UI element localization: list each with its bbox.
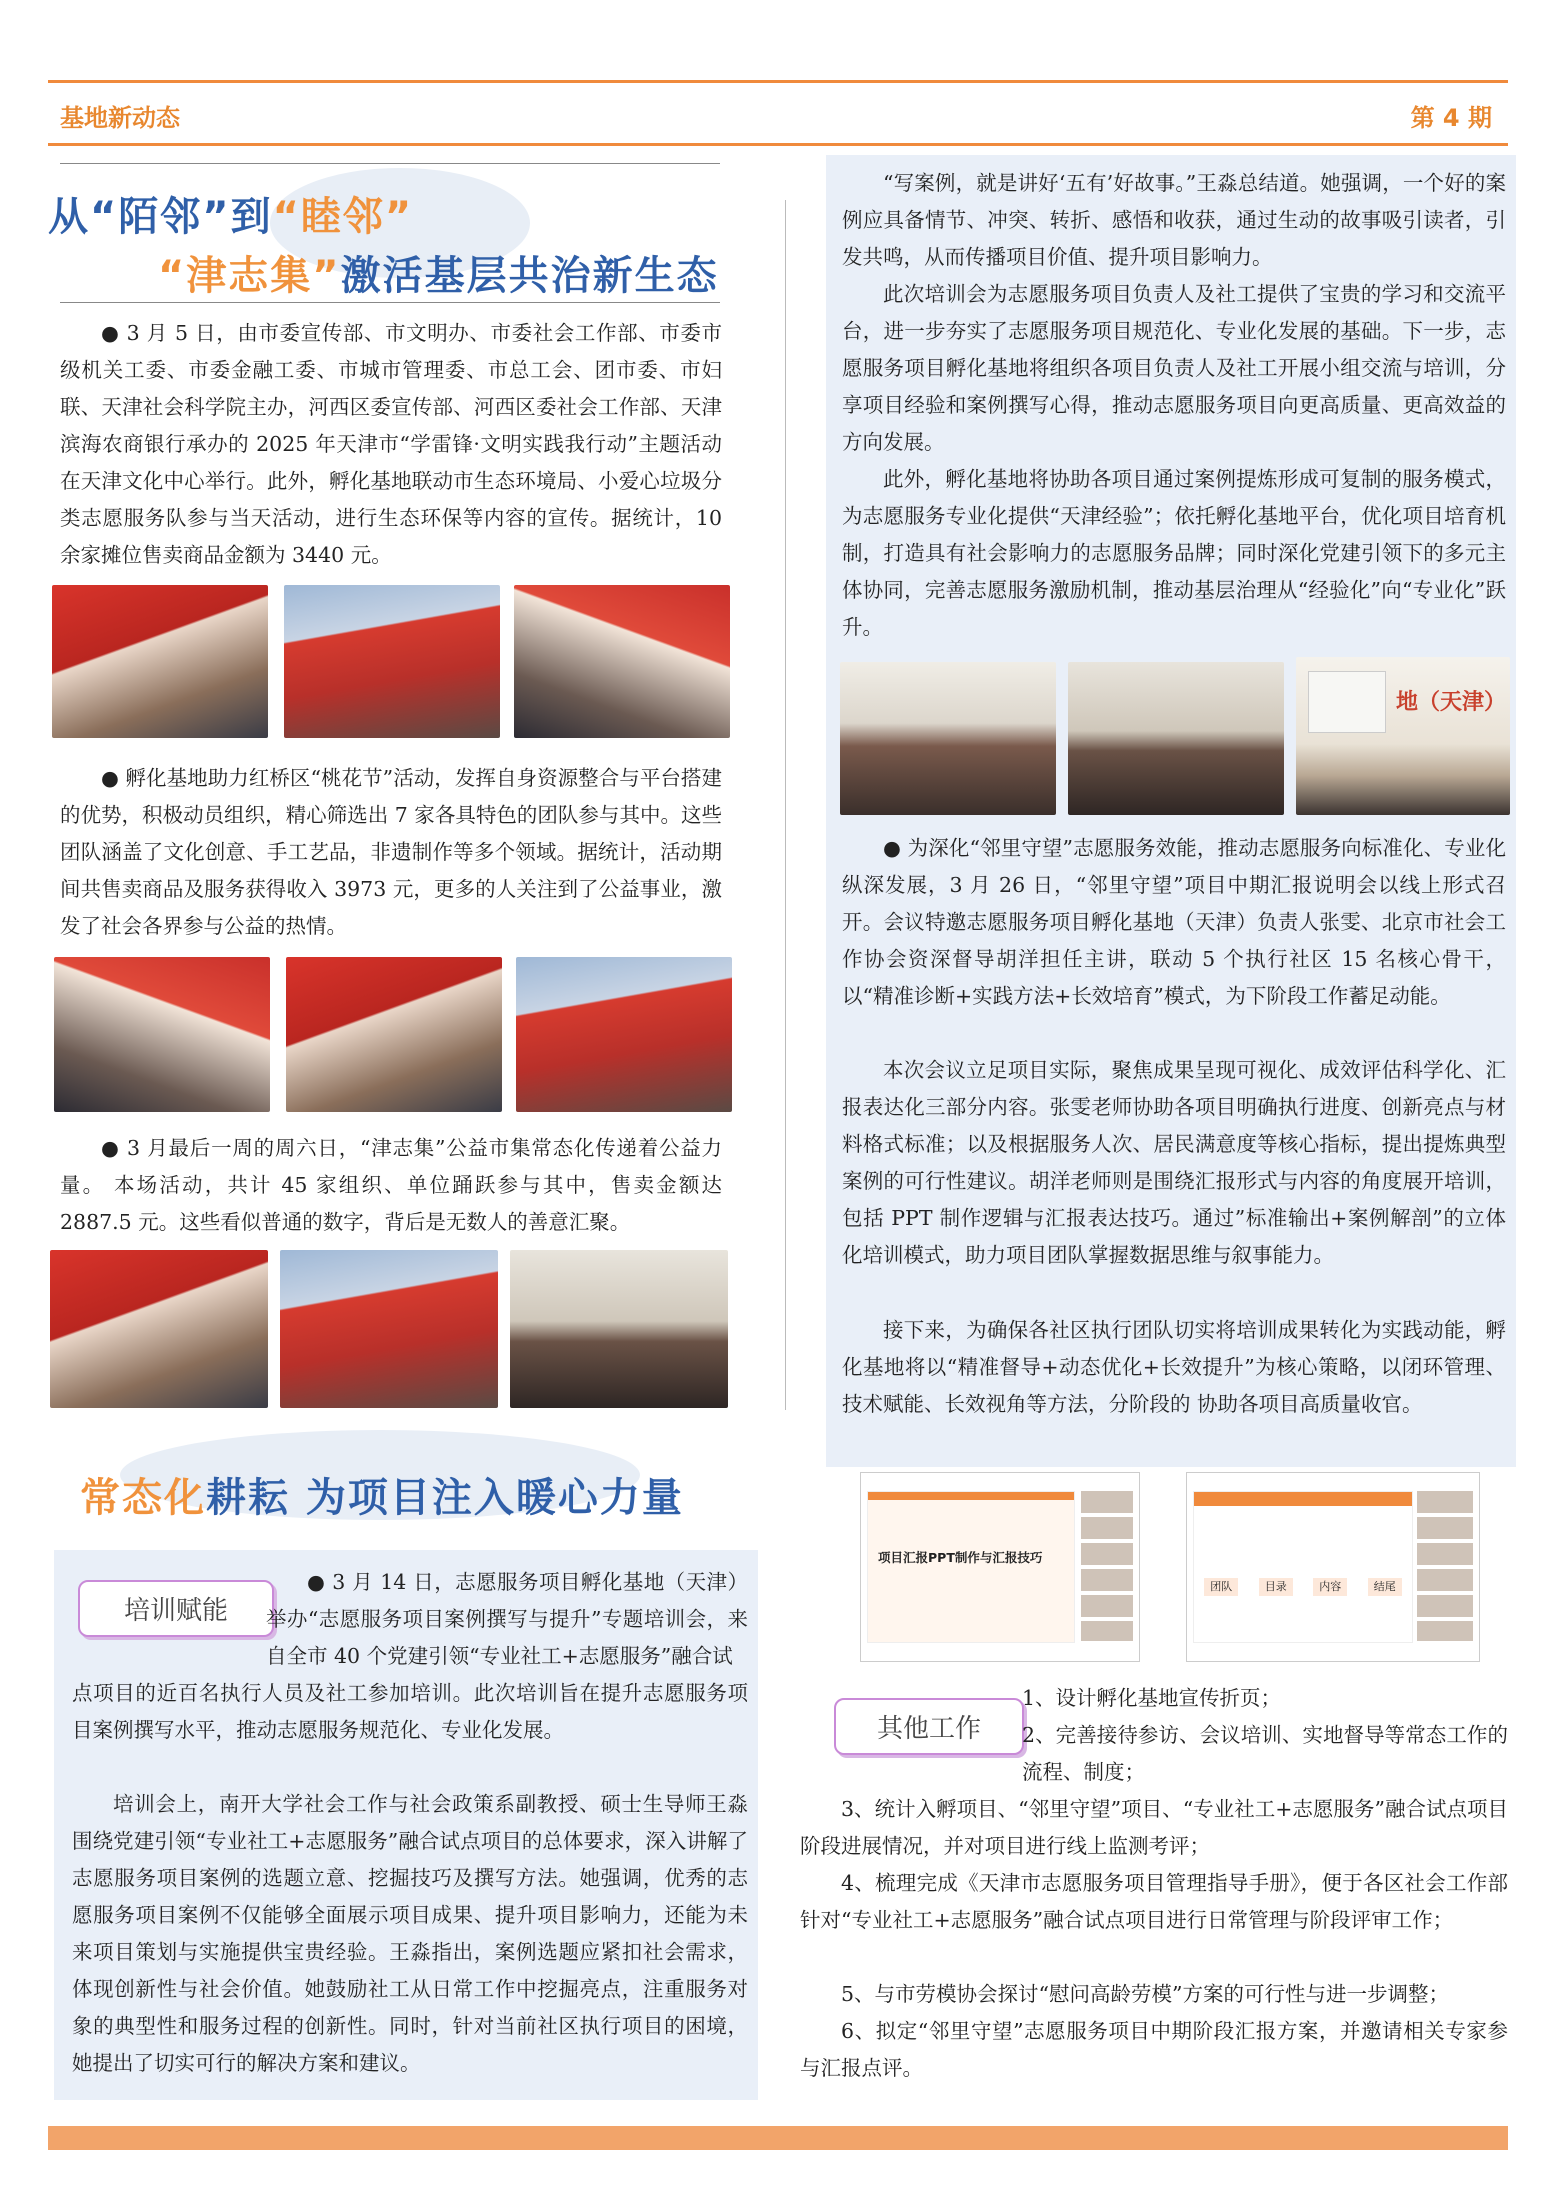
slide-title: 项目汇报PPT制作与汇报技巧 <box>878 1550 1043 1565</box>
projector-screen <box>1308 671 1386 733</box>
article2-paragraph1: ● 3 月 14 日，志愿服务项目孵化基地（天津）举办“志愿服务项目案例撰写与提升”专题培训会，来自全市 40 个党建引领“专业社工+志愿服务”融合试 <box>266 1570 748 1668</box>
festival-photo <box>516 957 732 1112</box>
slide <box>1193 1491 1413 1643</box>
slide-bar <box>868 1492 1074 1500</box>
title-text: 从“陌邻”到 <box>48 194 273 240</box>
slide-tab: 结尾 <box>1368 1578 1402 1596</box>
charity-market-photo <box>280 1250 498 1408</box>
article2-paragraph1-head <box>266 1564 748 1675</box>
right-paragraph2: 此次培训会为志愿服务项目负责人及社工提供了宝贵的学习和交流平台，进一步夯实了志愿服务项目规范化、专业化发展的基础。下一步，志愿服务项目孵化基地将组织各项目负责人及社工开展小组交流与培训，分享项目经验和案例撰写心得，推动志愿服务项目向更高质量、更高效益的方向发展。 <box>842 282 1506 454</box>
market-photo <box>514 585 730 738</box>
other-item-3: 3、统计入孵项目、“邻里守望”项目、“专业社工+志愿服务”融合试点项目阶段进展情况，并对项目进行线上监测考评； <box>800 1797 1508 1858</box>
header-bottom-rule <box>48 143 1508 146</box>
right-paragraph3: 此外，孵化基地将协助各项目通过案例提炼形成可复制的服务模式，为志愿服务专业化提供“天津经验”；依托孵化基地平台，优化项目培育机制，打造具有社会影响力的志愿服务品牌；同时深化党建引领下的多元主体协同，完善志愿服务激励机制，推动基层治理从“经验化”向“专业化”跃升。 <box>842 467 1506 639</box>
other-work-label: 其他工作 <box>834 1698 1024 1755</box>
other-item-1: 1、设计孵化基地宣传折页； <box>1022 1686 1282 1710</box>
charity-market-photo <box>510 1250 728 1408</box>
market-photo <box>284 585 500 738</box>
stage-banner: 地（天津） <box>1396 690 1507 715</box>
article2-paragraph2: 培训会上，南开大学社会工作与社会政策系副教授、硕士生导师王淼围绕党建引领“专业社工+志愿服务”融合试点项目的总体要求，深入讲解了志愿服务项目案例的选题立意、挖掘技巧及撰写方法。她强调，优秀的志愿服务项目案例不仅能够全面展示项目成果、提升项目影响力，还能为未来项目策划与实施提供宝贵经验。王淼指出，案例选题应紧扣社会需求，体现创新性与社会价值。她鼓励社工从日常工作中挖掘亮点，注重服务对象的典型性和服务过程的创新性。同时，针对当前社区执行项目的困境，她提出了切实可行的解决方案和建议。 <box>72 1792 748 2075</box>
slide-bar <box>1194 1492 1412 1506</box>
article1-paragraph2: ● 孵化基地助力红桥区“桃花节”活动，发挥自身资源整合与平台搭建的优势，积极动员组织，精心筛选出 7 家各具特色的团队参与其中。这些团队涵盖了文化创意、手工艺品，非遗制作等多个领域。据统计，活动期间共售卖商品及服务获得收入 3973 元，更多的人关注到了公益事业，激发了社会各界参与公益的热情。 <box>60 766 722 938</box>
article2-intro-wrap <box>266 1564 748 1675</box>
online-meeting-screenshot <box>1186 1472 1480 1662</box>
right-paragraph1: “写案例，就是讲好‘五有’好故事。”王淼总结道。她强调，一个好的案例应具备情节、冲突、转折、感悟和收获，通过生动的故事吸引读者，引发共鸣，从而传播项目价值、提升项目影响力。 <box>842 171 1506 269</box>
slide-tab: 团队 <box>1204 1578 1238 1596</box>
footer-bar <box>48 2126 1508 2150</box>
online-meeting-screenshot <box>860 1472 1140 1662</box>
participant-tiles <box>1081 1491 1133 1641</box>
article1-title-line1 <box>48 185 413 242</box>
issue-number: 第 4 期 <box>1410 104 1492 132</box>
training-photo <box>1068 662 1284 815</box>
title-rule-bottom <box>60 302 720 303</box>
title-text: 耕耘 为项目注入暖心力量 <box>206 1475 684 1521</box>
title-accent: 常态化 <box>80 1475 206 1521</box>
article1-paragraph1: ● 3 月 5 日，由市委宣传部、市文明办、市委社会工作部、市委市级机关工委、市委金融工委、市城市管理委、市总工会、团市委、市妇联、天津社会科学院主办，河西区委宣传部、河西区委社会工作部、天津滨海农商银行承办的 2025 年天津市“学雷锋·文明实践我行动”主题活动在天津文化中心举行。此外，孵化基地联动市生态环境局、小爱心垃圾分类志愿服务队参与当天活动，进行生态环保等内容的宣传。据统计，10 余家摊位售卖商品金额为 3440 元。 <box>60 321 722 567</box>
article2-paragraph1-cont: 点项目的近百名执行人员及社工参加培训。此次培训旨在提升志愿服务项目案例撰写水平，推动志愿服务规范化、专业化发展。 <box>72 1681 748 1742</box>
article2-title <box>80 1466 684 1523</box>
training-label: 培训赋能 <box>78 1580 274 1637</box>
other-item-5: 5、与市劳模协会探讨“慰问高龄劳模”方案的可行性与进一步调整； <box>841 1982 1450 2006</box>
training-photo <box>840 662 1056 815</box>
right-paragraph5: 本次会议立足项目实际，聚焦成果呈现可视化、成效评估科学化、汇报表达化三部分内容。张雯老师协助各项目明确执行进度、创新亮点与材料格式标准；以及根据服务人次、居民满意度等核心指标，提出提炼典型案例的可行性建议。胡洋老师则是围绕汇报形式与内容的角度展开培训，包括 PPT 制作逻辑与汇报表达技巧。通过”标准输出+案例解剖”的立体化培训模式，助力项目团队掌握数据思维与叙事能力。 <box>842 1058 1506 1267</box>
right-paragraph6: 接下来，为确保各社区执行团队切实将培训成果转化为实践动能，孵化基地将以“精准督导+动态优化+长效提升”为核心策略，以闭环管理、技术赋能、长效视角等方法，分阶段的 协助各项目高质量收官。 <box>842 1318 1506 1416</box>
charity-market-photo <box>50 1250 268 1408</box>
header-top-rule <box>48 80 1508 83</box>
market-photo <box>52 585 268 738</box>
newsletter-title: 基地新动态 <box>60 104 180 132</box>
training-stage-photo <box>1296 657 1510 815</box>
slide <box>867 1491 1075 1643</box>
festival-photo <box>286 957 502 1112</box>
title-accent: “津志集” <box>158 253 341 299</box>
other-item-6: 6、拟定“邻里守望”志愿服务项目中期阶段汇报方案，并邀请相关专家参与汇报点评。 <box>800 2019 1508 2080</box>
other-item-2: 2、完善接待参访、会议培训、实地督导等常态工作的流程、制度； <box>1022 1723 1508 1784</box>
slide-tabs <box>1194 1578 1412 1596</box>
festival-photo <box>54 957 270 1112</box>
title-rule-top <box>60 163 720 164</box>
slide-tab: 内容 <box>1313 1578 1347 1596</box>
other-item-4: 4、梳理完成《天津市志愿服务项目管理指导手册》，便于各区社会工作部针对“专业社工+志愿服务”融合试点项目进行日常管理与阶段评审工作； <box>800 1871 1508 1932</box>
title-text: 激活基层共治新生态 <box>340 253 719 299</box>
title-accent: “睦邻” <box>272 194 414 240</box>
article1-paragraph3: ● 3 月最后一周的周六日，“津志集”公益市集常态化传递着公益力量。 本场活动，共计 45 家组织、单位踊跃参与其中，售卖金额达 2887.5 元。这些看似普通的数字，背后是无数人的善意汇聚。 <box>60 1136 722 1234</box>
column-divider <box>785 200 786 1410</box>
right-paragraph4: ● 为深化“邻里守望”志愿服务效能，推动志愿服务向标准化、专业化纵深发展，3 月 26 日，“邻里守望”项目中期汇报说明会以线上形式召开。会议特邀志愿服务项目孵化基地（天津）负责人张雯、北京市社会工作协会资深督导胡洋担任主讲，联动 5 个执行社区 15 名核心骨干，以“精准诊断+实践方法+长效培育”模式，为下阶段工作蓄足动能。 <box>842 836 1506 1008</box>
participant-tiles <box>1417 1491 1473 1641</box>
slide-tab: 目录 <box>1259 1578 1293 1596</box>
article1-title-line2 <box>158 244 719 301</box>
